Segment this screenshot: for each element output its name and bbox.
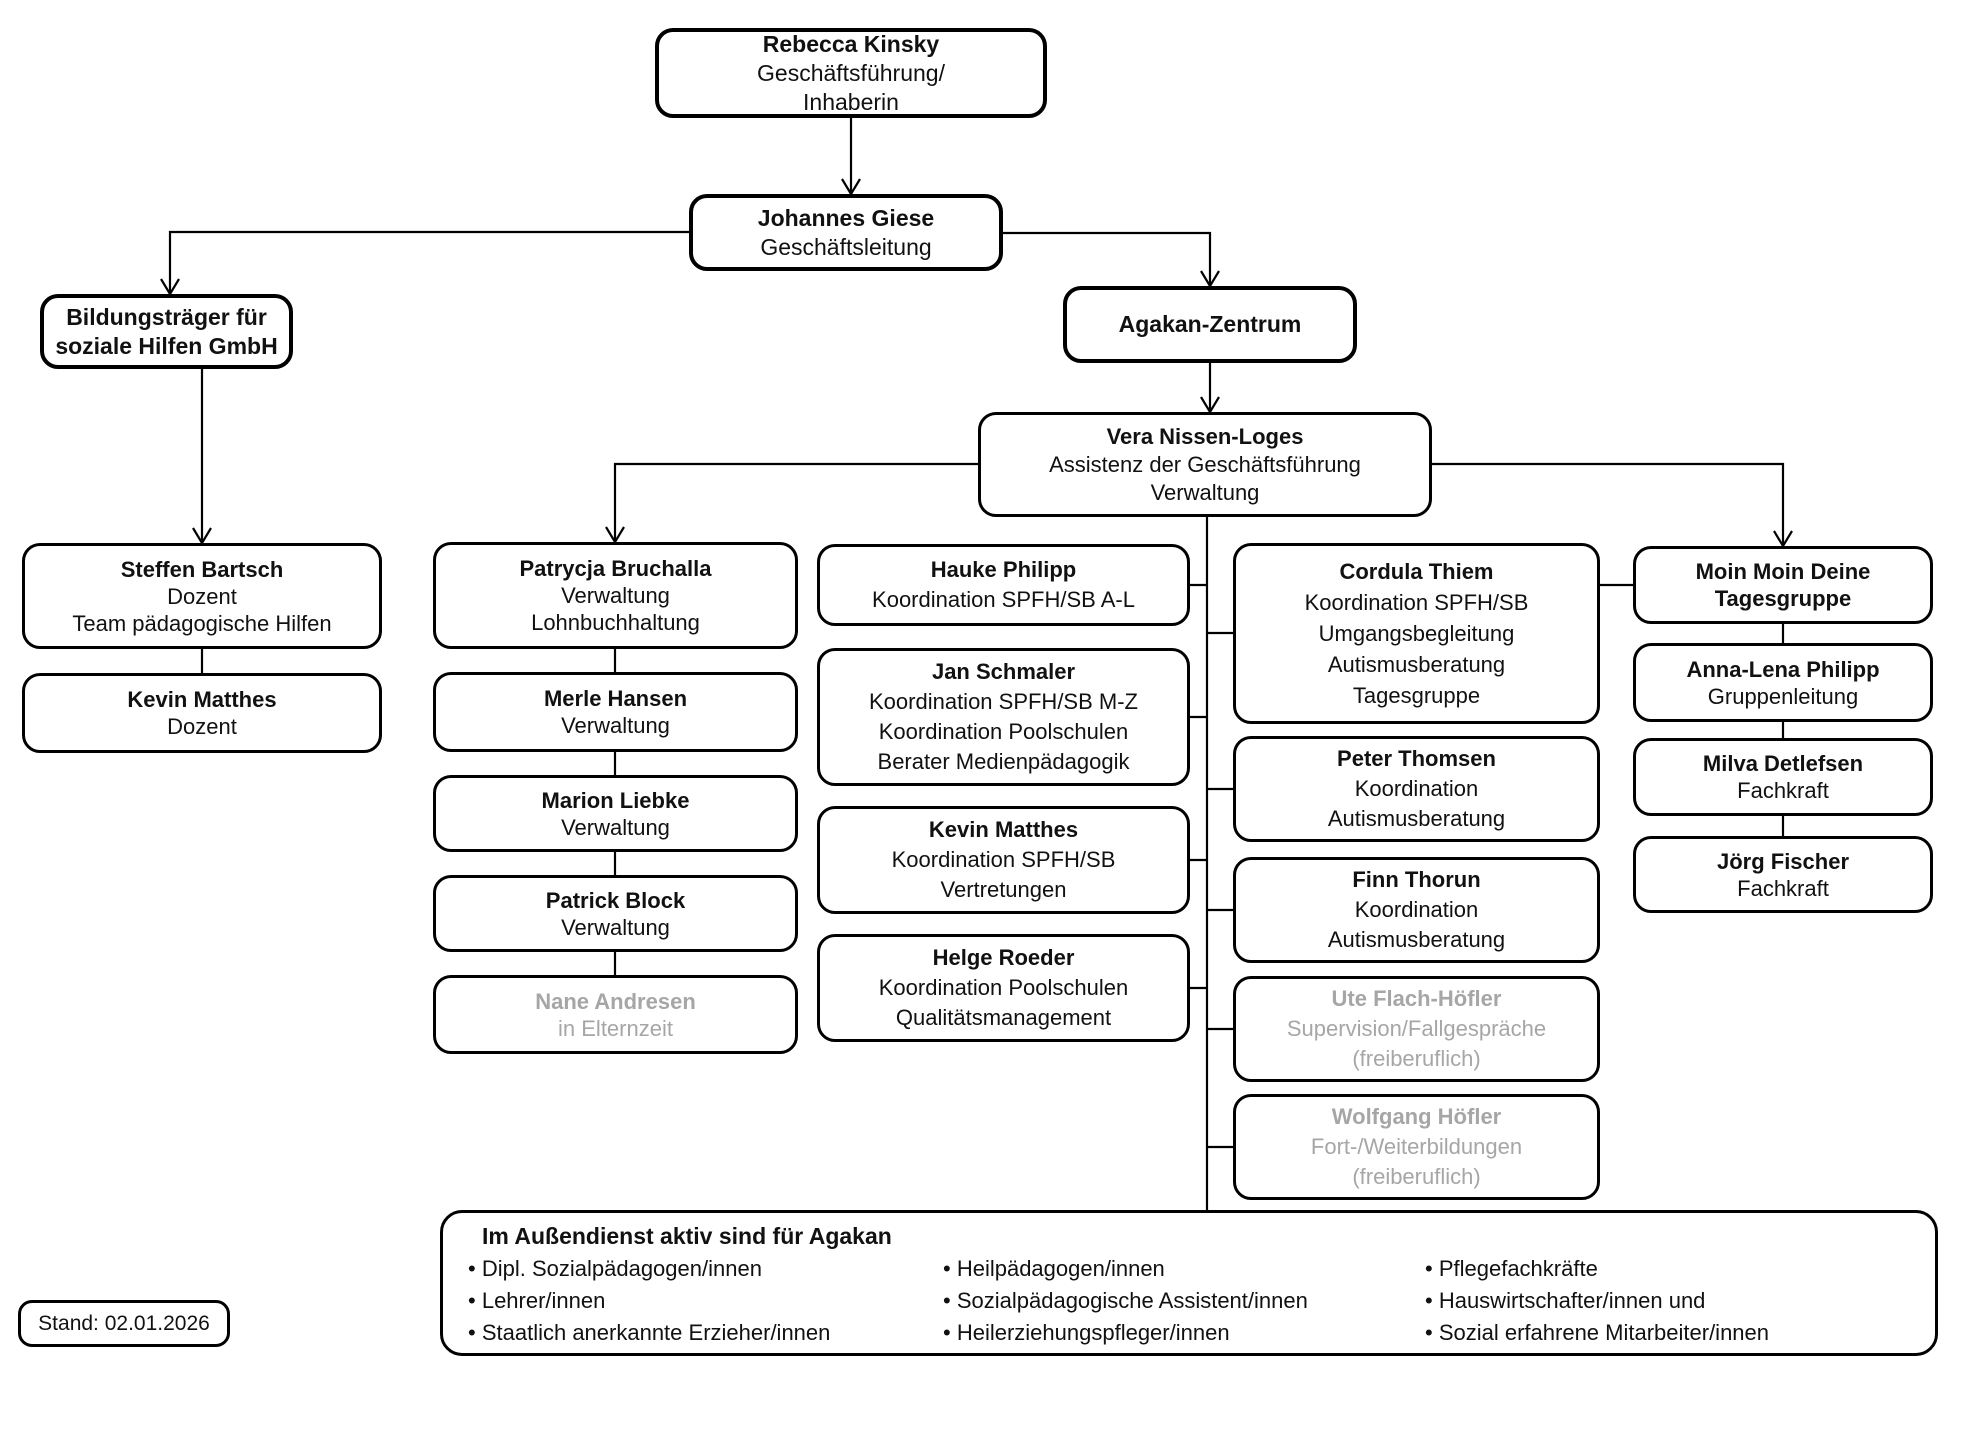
node-milva-detlefsen bbox=[1633, 738, 1933, 816]
person-name: Kevin Matthes bbox=[928, 817, 1079, 842]
node-agakan-zentrum bbox=[1063, 286, 1357, 363]
person-role: Verwaltung bbox=[1150, 479, 1260, 505]
node-patrycja-bruchalla bbox=[433, 542, 798, 649]
person-role: Verwaltung bbox=[561, 583, 670, 608]
unit-title: Agakan-Zentrum bbox=[1118, 311, 1302, 337]
person-role: (freiberuflich) bbox=[1352, 1046, 1481, 1071]
person-name: Hauke Philipp bbox=[930, 557, 1077, 582]
date-stamp-label: Stand: 02.01.2026 bbox=[38, 1311, 210, 1335]
date-stamp bbox=[18, 1300, 230, 1347]
person-role: Gruppenleitung bbox=[1707, 683, 1859, 709]
outreach-columns bbox=[468, 1251, 1925, 1349]
node-hauke-philipp bbox=[817, 544, 1190, 626]
person-name: Johannes Giese bbox=[757, 204, 935, 231]
person-role: Fachkraft bbox=[1737, 778, 1829, 803]
person-role: Koordination SPFH/SB bbox=[891, 847, 1116, 872]
person-name: Rebecca Kinsky bbox=[762, 30, 940, 57]
person-role: Koordination SPFH/SB M-Z bbox=[869, 689, 1138, 714]
node-peter-thomsen bbox=[1233, 736, 1600, 842]
person-role: Fort-/Weiterbildungen bbox=[1310, 1134, 1523, 1159]
outreach-item: • Lehrer/innen bbox=[468, 1285, 943, 1317]
person-name: Patrycja Bruchalla bbox=[519, 556, 712, 581]
person-name: Ute Flach-Höfler bbox=[1331, 986, 1502, 1011]
outreach-title: Im Außendienst aktiv sind für Agakan bbox=[482, 1223, 892, 1249]
unit-title: Moin Moin Deine bbox=[1695, 559, 1871, 584]
outreach-column-1 bbox=[468, 1253, 943, 1349]
person-name: Merle Hansen bbox=[543, 686, 688, 711]
person-role: Geschäftsleitung bbox=[760, 233, 932, 260]
person-role: Autismusberatung bbox=[1327, 652, 1506, 677]
person-name: Steffen Bartsch bbox=[120, 556, 284, 582]
person-name: Jan Schmaler bbox=[931, 659, 1076, 684]
person-role: Verwaltung bbox=[561, 713, 670, 738]
node-ute-flach-hoefler bbox=[1233, 976, 1600, 1082]
person-role: Berater Medienpädagogik bbox=[877, 749, 1130, 774]
person-name: Milva Detlefsen bbox=[1702, 751, 1864, 776]
person-role: Autismusberatung bbox=[1327, 806, 1506, 831]
person-role: Lohnbuchhaltung bbox=[531, 610, 700, 635]
person-name: Jörg Fischer bbox=[1716, 848, 1850, 874]
person-role: Koordination Poolschulen bbox=[878, 975, 1129, 1000]
outreach-item: • Heilerziehungspfleger/innen bbox=[943, 1317, 1425, 1349]
outreach-item: • Sozial erfahrene Mitarbeiter/innen bbox=[1425, 1317, 1769, 1349]
person-name: Wolfgang Höfler bbox=[1331, 1104, 1502, 1129]
node-joerg-fischer bbox=[1633, 836, 1933, 913]
person-role: Geschäftsführung/ bbox=[757, 59, 945, 86]
outreach-column-3 bbox=[1425, 1253, 1769, 1349]
person-role: Umgangsbegleitung bbox=[1318, 621, 1515, 646]
person-role: Supervision/Fallgespräche bbox=[1286, 1016, 1547, 1041]
person-role: Koordination bbox=[1354, 776, 1479, 801]
node-vera-nissen-loges bbox=[978, 412, 1432, 517]
person-role: Dozent bbox=[167, 714, 237, 739]
person-role: Koordination SPFH/SB bbox=[1304, 590, 1529, 615]
node-steffen-bartsch bbox=[22, 543, 382, 649]
person-role: Dozent bbox=[167, 583, 237, 609]
node-patrick-block bbox=[433, 875, 798, 952]
node-kevin-matthes-dozent bbox=[22, 673, 382, 753]
person-role: Tagesgruppe bbox=[1352, 683, 1481, 708]
person-role: Verwaltung bbox=[561, 814, 670, 840]
person-role: Koordination Poolschulen bbox=[878, 719, 1129, 744]
node-rebecca-kinsky bbox=[655, 28, 1047, 118]
person-name: Anna-Lena Philipp bbox=[1686, 656, 1880, 682]
person-name: Cordula Thiem bbox=[1339, 559, 1494, 584]
person-role: Koordination SPFH/SB A-L bbox=[872, 587, 1135, 612]
node-marion-liebke bbox=[433, 775, 798, 852]
person-name: Helge Roeder bbox=[932, 945, 1075, 970]
node-moin-moin-tagesgruppe bbox=[1633, 546, 1933, 624]
node-anna-lena-philipp bbox=[1633, 643, 1933, 722]
person-name: Finn Thorun bbox=[1352, 867, 1481, 892]
node-kevin-matthes-koordination bbox=[817, 806, 1190, 914]
outreach-item: • Sozialpädagogische Assistent/innen bbox=[943, 1285, 1425, 1317]
node-bildungstraeger bbox=[40, 294, 293, 369]
person-role: Team pädagogische Hilfen bbox=[72, 610, 332, 636]
unit-title: Bildungsträger für bbox=[66, 303, 267, 330]
unit-title: soziale Hilfen GmbH bbox=[55, 332, 278, 359]
person-name: Nane Andresen bbox=[535, 988, 696, 1014]
person-role: in Elternzeit bbox=[558, 1015, 673, 1041]
person-name: Vera Nissen-Loges bbox=[1106, 423, 1304, 449]
node-johannes-giese bbox=[689, 194, 1003, 271]
person-role: Vertretungen bbox=[940, 877, 1067, 902]
node-merle-hansen bbox=[433, 672, 798, 752]
person-name: Marion Liebke bbox=[541, 787, 690, 813]
outreach-item: • Pflegefachkräfte bbox=[1425, 1253, 1769, 1285]
person-role: Koordination bbox=[1354, 897, 1479, 922]
person-role: Verwaltung bbox=[561, 914, 670, 940]
person-role: Inhaberin bbox=[803, 88, 899, 115]
node-finn-thorun bbox=[1233, 857, 1600, 963]
person-role: (freiberuflich) bbox=[1352, 1164, 1481, 1189]
person-name: Kevin Matthes bbox=[127, 687, 277, 712]
person-role: Assistenz der Geschäftsführung bbox=[1049, 451, 1361, 477]
person-name: Patrick Block bbox=[545, 887, 686, 913]
outreach-item: • Heilpädagogen/innen bbox=[943, 1253, 1425, 1285]
node-helge-roeder bbox=[817, 934, 1190, 1042]
node-cordula-thiem bbox=[1233, 543, 1600, 724]
unit-title: Tagesgruppe bbox=[1714, 586, 1852, 611]
person-role: Qualitätsmanagement bbox=[895, 1005, 1112, 1030]
person-name: Peter Thomsen bbox=[1337, 746, 1496, 771]
node-jan-schmaler bbox=[817, 648, 1190, 786]
person-role: Autismusberatung bbox=[1327, 927, 1506, 952]
outreach-panel bbox=[440, 1210, 1938, 1356]
outreach-item: • Dipl. Sozialpädagogen/innen bbox=[468, 1253, 943, 1285]
outreach-item: • Staatlich anerkannte Erzieher/innen bbox=[468, 1317, 943, 1349]
node-wolfgang-hoefler bbox=[1233, 1094, 1600, 1200]
node-nane-andresen bbox=[433, 975, 798, 1054]
outreach-column-2 bbox=[943, 1253, 1425, 1349]
person-role: Fachkraft bbox=[1737, 875, 1829, 901]
outreach-item: • Hauswirtschafter/innen und bbox=[1425, 1285, 1769, 1317]
